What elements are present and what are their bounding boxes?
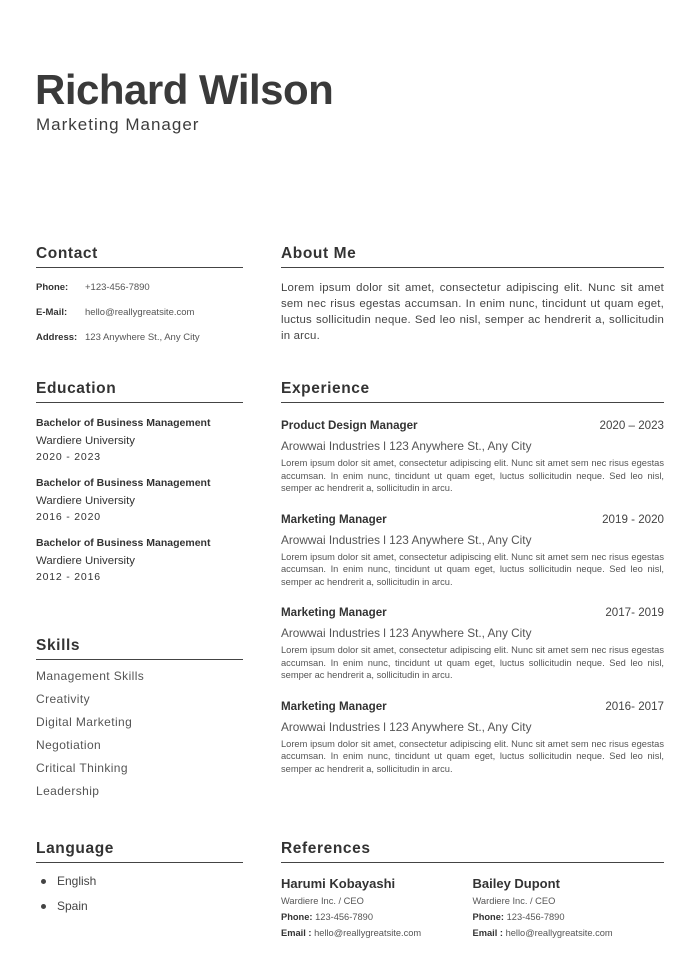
education-degree: Bachelor of Business Management — [36, 537, 211, 549]
contact-phone-row — [36, 282, 243, 294]
skills-section — [36, 637, 243, 798]
reference-phone-row — [281, 912, 473, 922]
contact-email-row — [36, 307, 243, 319]
experience-company: Arowwai Industries l 123 Anywhere St., Any City — [281, 532, 532, 547]
skills-heading: Skills — [36, 637, 243, 660]
education-degree: Bachelor of Business Management — [36, 417, 211, 429]
education-section — [36, 380, 243, 583]
contact-address: 123 Anywhere St., Any City — [85, 332, 200, 343]
references-list — [281, 876, 664, 938]
experience-role: Marketing Manager — [281, 699, 387, 713]
reference-email: hello@reallygreatsite.com — [505, 928, 613, 938]
reference-email-label: Email : — [281, 928, 312, 938]
experience-years: 2019 - 2020 — [602, 512, 664, 526]
education-years: 2012 - 2016 — [36, 571, 101, 583]
reference-phone-row — [473, 912, 665, 922]
reference-company: Wardiere Inc. / CEO — [281, 896, 364, 906]
bullet-icon — [41, 879, 46, 884]
experience-heading: Experience — [281, 380, 664, 403]
reference-email: hello@reallygreatsite.com — [314, 928, 422, 938]
language-heading: Language — [36, 840, 243, 863]
reference-phone: 123-456-7890 — [506, 912, 565, 922]
reference-email-row — [281, 928, 473, 938]
about-text: Lorem ipsum dolor sit amet, consectetur adipiscing elit. Nunc sit amet sem nec risus egestas accumsan. In enim nunc, tincidunt ut quam eget, luctus sollicitudin neque. Sed leo nisl, semper ac hendrerit a, sollicitudin in arcu. — [281, 282, 664, 342]
reference-email-row — [473, 928, 665, 938]
experience-role: Marketing Manager — [281, 512, 387, 526]
reference-phone-label: Phone: — [472, 912, 505, 922]
experience-years: 2020 – 2023 — [599, 419, 664, 432]
contact-email-label: E-Mail: — [36, 307, 68, 318]
experience-description: Lorem ipsum dolor sit amet, consectetur adipiscing elit. Nunc sit amet sem nec risus egestas accumsan. In enim nunc, tincidunt ut quam eget, luctus sollicitudin neque. Sed leo nisl, semper ac hendrerit a, sollicitudin in arcu. — [281, 645, 664, 680]
reference-company: Wardiere Inc. / CEO — [472, 896, 556, 906]
experience-years: 2016- 2017 — [605, 699, 664, 713]
reference-name: Harumi Kobayashi — [281, 876, 396, 891]
education-school: Wardiere University — [36, 555, 135, 567]
experience-role: Product Design Manager — [281, 419, 418, 432]
experience-item — [281, 513, 664, 589]
language-label: Spain — [57, 899, 88, 913]
education-heading: Education — [36, 380, 243, 403]
contact-address-label: Address: — [36, 332, 78, 343]
references-heading: References — [281, 840, 664, 863]
skill-item: Leadership — [36, 784, 100, 798]
education-degree: Bachelor of Business Management — [36, 477, 211, 489]
reference-phone: 123-456-7890 — [315, 912, 374, 922]
skill-item: Management Skills — [36, 669, 145, 683]
skill-item: Negotiation — [36, 738, 102, 752]
language-label: English — [57, 874, 97, 888]
experience-company: Arowwai Industries l 123 Anywhere St., Any City — [281, 439, 532, 453]
education-item — [36, 537, 243, 583]
experience-years: 2017- 2019 — [605, 606, 664, 619]
experience-item — [281, 419, 664, 495]
education-years: 2016 - 2020 — [36, 511, 101, 523]
experience-item — [281, 700, 664, 776]
contact-heading: Contact — [36, 245, 243, 268]
education-item — [36, 477, 243, 523]
experience-section — [281, 380, 664, 775]
contact-phone: +123-456-7890 — [85, 282, 150, 293]
about-heading: About Me — [281, 245, 664, 268]
references-section — [281, 840, 664, 938]
resume-job-title: Marketing Manager — [36, 115, 200, 134]
experience-description: Lorem ipsum dolor sit amet, consectetur adipiscing elit. Nunc sit amet sem nec risus egestas accumsan. In enim nunc, tincidunt ut quam eget, luctus sollicitudin neque. Sed leo nisl, semper ac hendrerit a, sollicitudin in arcu. — [281, 738, 664, 774]
experience-company: Arowwai Industries l 123 Anywhere St., Any City — [281, 626, 532, 640]
experience-company: Arowwai Industries l 123 Anywhere St., Any City — [281, 719, 532, 734]
education-item — [36, 417, 243, 463]
reference-email-label: Email : — [472, 928, 503, 938]
reference-card — [473, 876, 665, 938]
resume-name: Richard Wilson — [35, 66, 334, 113]
education-school: Wardiere University — [36, 435, 135, 447]
bullet-icon — [41, 904, 46, 909]
experience-role: Marketing Manager — [281, 606, 387, 619]
skill-item: Digital Marketing — [36, 715, 133, 729]
education-school: Wardiere University — [36, 495, 135, 507]
about-section — [281, 245, 664, 344]
reference-name: Bailey Dupont — [472, 876, 560, 891]
skill-item: Critical Thinking — [36, 761, 128, 775]
reference-phone-label: Phone: — [281, 912, 313, 922]
education-years: 2020 - 2023 — [36, 451, 101, 463]
contact-section — [36, 245, 243, 344]
skill-item: Creativity — [36, 692, 91, 706]
experience-item — [281, 606, 664, 682]
experience-description: Lorem ipsum dolor sit amet, consectetur adipiscing elit. Nunc sit amet sem nec risus egestas accumsan. In enim nunc, tincidunt ut quam eget, luctus sollicitudin neque. Sed leo nisl, semper ac hendrerit a, sollicitudin in arcu. — [281, 458, 664, 493]
language-section — [36, 840, 243, 913]
contact-address-row — [36, 332, 243, 344]
language-item — [36, 899, 243, 913]
experience-description: Lorem ipsum dolor sit amet, consectetur adipiscing elit. Nunc sit amet sem nec risus egestas accumsan. In enim nunc, tincidunt ut quam eget, luctus sollicitudin neque. Sed leo nisl, semper ac hendrerit a, sollicitudin in arcu. — [281, 551, 664, 587]
reference-card — [281, 876, 473, 938]
contact-phone-label: Phone: — [36, 282, 69, 293]
language-item — [36, 874, 243, 888]
contact-email: hello@reallygreatsite.com — [85, 307, 195, 318]
